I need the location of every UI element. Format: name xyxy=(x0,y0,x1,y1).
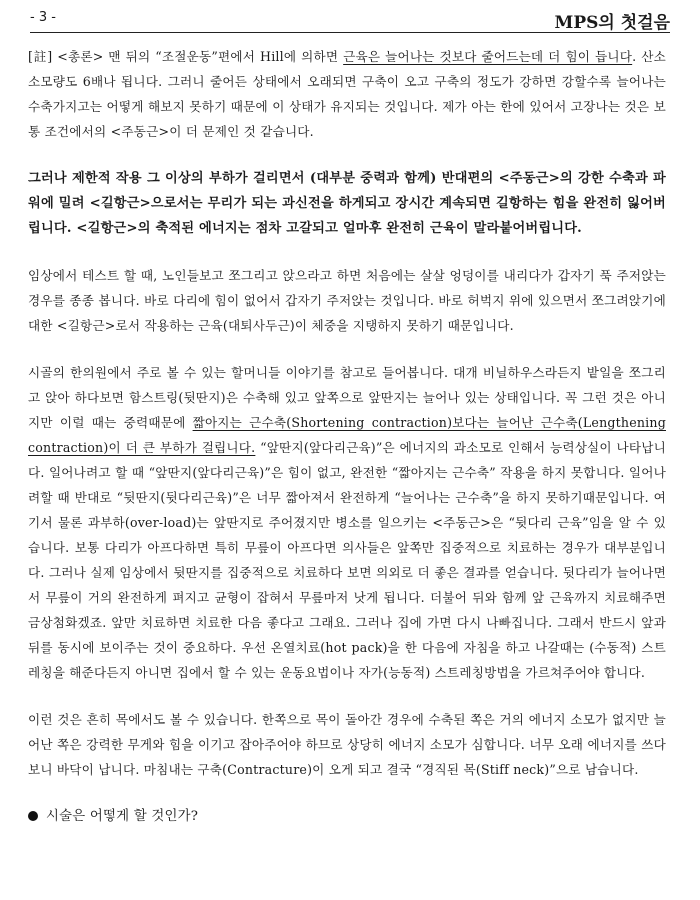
paragraph-clinical-test: 임상에서 테스트 할 때, 노인들보고 쪼그리고 앉으라고 하면 처음에는 살살 엉덩이를 내리다가 갑자기 푹 주저앉는 경우를 종종 봅니다. 바로 다리에 힘이 없어서 갑자기 주저앉는 것입니다. 바로 허벅지 위에 있으면서 쪼그려앉기에 대한 <길항근>로서 작용하는 근육(대퇴사두근)이 체중을 지탱하지 못하기 때문입니다. xyxy=(28,268,666,333)
grandmothers-text-end: “앞딴지(앞다리근육)”은 에너지의 과소모로 인해서 능력상실이 나타납니다. 일어나려고 할 때 “앞딴지(앞다리근육)”은 힘이 없고, 완전한 “짧아지는 근수축” 작용을 하지 못합니다. 일어나려할 때 반대로 “뒷딴지(뒷다리근육)”은 너무 짧아져서 완전하게 “늘어나는 근수축”을 하지 못하기때문입니다. 여기서 물론 과부하(over-load)는 앞딴지로 주어졌지만 병소를 일으키는 <주동근>은 “뒷다리 근육”임을 알 수 있습니다. 보통 다리가 아프다하면 특히 무릎이 아프다면 의사들은 앞쪽만 집중적으로 치료하는 경우가 대부분입니다. 그러나 실제 임상에서 뒷딴지를 집중적으로 치료하다 보면 의외로 더 좋은 결과를 얻습니다. 뒷다리가 늘어나면서 무릎이 거의 완전하게 펴지고 균형이 잡혀서 무릎마저 낫게 됩니다. 더불어 뒤와 함께 앞 근육까지 치료해주면 금상첨화겠죠. 앞만 치료하면 치료한 다음 좋다고 그래요. 그러나 집에 가면 다시 나빠집니다. 그래서 반드시 앞과 뒤를 동시에 보이주는 것이 중요하다. 우선 온열치료(hot pack)을 한 다음에 자침을 하고 나갈때는 (수동적) 스트레칭을 해준다든지 아니면 집에서 할 수 있는 운동요법이나 자가(능동적) 스트레칭방법을 가르쳐주어야 합니다. xyxy=(28,440,667,680)
grandmothers-text-start: 시골의 한의원에서 주로 볼 수 있는 할머니들 이야기를 참고로 들어봅니다. 대개 비닐하우스라든지 밭일을 쪼그리고 앉아 하다보면 함스트링(뒷딴지)은 수축해 있고 앞쪽으로 앞딴지는 늘어나 있는 상태입니다. 꼭 그런 것은 아니지만 이럴 때는 중력때문에 xyxy=(28,365,666,430)
document-body xyxy=(28,44,666,829)
paragraph-grandmothers xyxy=(28,360,666,685)
section-heading-text: 시술은 어떻게 할 것인가? xyxy=(46,809,199,824)
bullet-icon xyxy=(28,811,38,821)
note-text-start: [註] <총론> 맨 뒤의 “조절운동”편에서 Hill에 의하면 xyxy=(28,49,344,64)
note-underlined-text: 근육은 늘어나는 것보다 줄어드는데 더 힘이 듭니다 xyxy=(343,49,633,64)
page-number: - 3 - xyxy=(30,10,56,25)
paragraph-neck: 이런 것은 흔히 목에서도 볼 수 있습니다. 한쪽으로 목이 돌아간 경우에 수축된 쪽은 거의 에너지 소모가 없지만 늘어난 쪽은 강력한 무게와 힘을 이기고 잡아주어야 하므로 상당히 에너지 소모가 심합니다. 너무 오래 에너지를 쓰다보니 바닥이 납니다. 마침내는 구축(Contracture)이 오게 되고 결국 “경직된 목(Stiff neck)”으로 남습니다. xyxy=(28,712,666,777)
grandmothers-underlined-text: 짧아지는 근수축(Shortening contraction)보다는 늘어난 근수축(Lengthening contraction)이 더 큰 부하가 걸립니다. xyxy=(28,415,666,455)
paragraph-antagonist: 그러나 제한적 작용 그 이상의 부하가 걸리면서 (대부분 중력과 함께) 반대편의 <주동근>의 강한 수축과 파워에 밀려 <길항근>으로서는 무리가 되는 과신전을 하게되고 장시간 계속되면 길항하는 힘을 완전히 잃어버립니다. <길항근>의 축적된 에너지는 점차 고갈되고 얼마후 완전히 근육이 말라붙어버립니다. xyxy=(28,171,666,236)
running-title: MPS의 첫걸음 xyxy=(554,13,670,33)
paragraph-note xyxy=(28,44,666,144)
section-heading xyxy=(28,804,666,829)
note-text-end: . 산소소모량도 6배나 됩니다. 그러니 줄어든 상태에서 오래되면 구축이 오고 구축의 정도가 강하면 강할수록 늘어나는 수축가지고는 어떻게 해보지 못하기 때문에 이 상태가 유지되는 것입니다. 제가 아는 한에 있어서 고장나는 것은 보통 조건에서의 <주동근>이 더 문제인 것 같습니다. xyxy=(28,49,666,139)
page-header xyxy=(30,6,670,33)
